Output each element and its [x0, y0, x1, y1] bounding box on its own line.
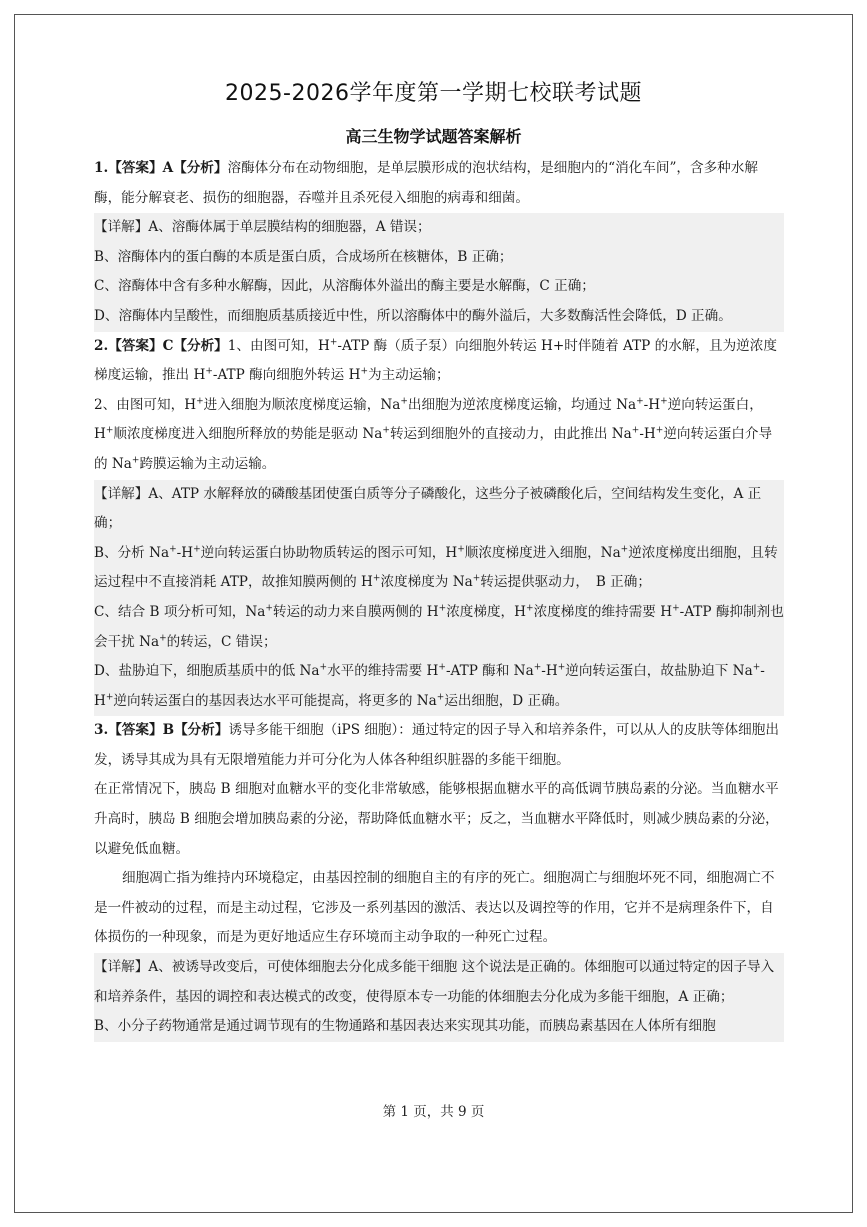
q1-detail-b: B、溶酶体内的蛋白酶的本质是蛋白质，合成场所在核糖体，B 正确； [94, 248, 513, 265]
q3-detail-a: 【详解】A、被诱导改变后，可使体细胞去分化成多能干细胞 这个说法是正确的。体细胞可以通过特定的因子导入和培养条件，基因的调控和表达模式的改变，使得原本专一功能的体细胞去分化成为多能干细胞，A 正确； [94, 959, 775, 1005]
q3-detail-b: B、小分子药物通常是通过调节现有的生物通路和基因表达来实现其功能，而胰岛素基因在人体所有细胞 [94, 1018, 716, 1035]
text-segment: C、结合 B 项分析可知，Na [94, 603, 266, 620]
charge-superscript: + [436, 692, 445, 703]
charge-superscript: + [360, 366, 368, 377]
text-segment: 顺浓度梯度进入细胞，Na [464, 544, 621, 561]
text-segment: 出细胞为逆浓度梯度运输，均通过 Na [407, 396, 637, 413]
charge-superscript: + [557, 662, 566, 673]
text-segment: 进入细胞为顺浓度梯度运输，Na [203, 396, 401, 413]
charge-superscript: + [196, 396, 204, 407]
text-segment: 浓度梯度为 Na [380, 574, 473, 591]
text-segment: 浓度梯度的维持需要 H [533, 603, 673, 620]
text-segment: -ATP 酶向细胞外转运 H [212, 367, 361, 384]
charge-superscript: + [105, 692, 114, 703]
text-segment: B、分析 Na [94, 544, 170, 561]
charge-superscript: + [636, 396, 644, 407]
charge-superscript: + [438, 662, 446, 673]
charge-superscript: + [329, 337, 338, 348]
q3-analysis-label: 【分析】 [174, 722, 229, 739]
charge-superscript: + [319, 662, 328, 673]
text-segment: 跨膜运输为主动运输。 [139, 455, 276, 472]
q3-analysis-3: 细胞凋亡指为维持内环境稳定，由基因控制的细胞自主的有序的死亡。细胞凋亡与细胞坏死不同，细胞凋亡不是一件被动的过程，而是主动过程，它涉及一系列基因的激活、表达以及调控等的作用，它并不是病理条件下，自体损伤的一种现象，而是为更好地适应生存环境而主动争取的一种死亡过程。 [94, 870, 775, 946]
q1-detail-a: 【详解】A、溶酶体属于单层膜结构的细胞器，A 错误； [94, 219, 431, 236]
charge-superscript: + [159, 632, 167, 643]
page-number: 第 1 页，共 9 页 [382, 1104, 485, 1120]
charge-superscript: + [400, 396, 408, 407]
q1-number: 1. [94, 160, 109, 176]
text-segment: 逆浓度梯度出细胞，且转运过程中不直接消耗 ATP，故推知膜两侧的 H [94, 544, 778, 591]
q3-analysis-text-1: 诱导多能干细胞（iPS 细胞）：通过特定的因子导入和培养条件，可以从人的皮肤等体细胞出发，诱导其成为具有无限增殖能力并可分化为人体各种组织脏器的多能干细胞。 [94, 722, 779, 768]
charge-superscript: + [265, 603, 273, 614]
q3-number: 3. [94, 722, 109, 739]
text-segment: 逆向转运蛋白的基因表达水平可能提高，将更多的 Na [113, 692, 437, 709]
q1-detail-block [94, 213, 784, 331]
charge-superscript: + [372, 573, 381, 584]
charge-superscript: + [752, 662, 761, 673]
text-segment: 逆向转运蛋白介导的 Na [94, 426, 773, 472]
q3-detail-block [94, 953, 784, 1042]
q1-detail-c: C、溶酶体中含有多种水解酶，因此，从溶酶体外溢出的酶主要是水解酶，C 正确； [94, 278, 595, 295]
charge-superscript: + [533, 662, 542, 673]
charge-superscript: + [620, 544, 629, 555]
text-segment: 逆向转运蛋白，H [94, 396, 763, 443]
charge-superscript: + [655, 425, 664, 436]
text-segment: 转运到细胞外的直接动力，由此推出 Na [389, 426, 632, 443]
charge-superscript: + [438, 603, 447, 614]
charge-superscript: + [457, 544, 465, 555]
q1-analysis-text: 溶酶体分布在动物细胞，是单层膜形成的泡状结构，是细胞内的“消化车间”，含多种水解酶，能分解衰老、损伤的细胞器，吞噬并且杀死侵入细胞的病毒和细菌。 [94, 160, 758, 206]
charge-superscript: + [193, 544, 201, 555]
text-segment: -H [176, 544, 194, 561]
charge-superscript: + [672, 603, 680, 614]
q3-answer: 【答案】B [108, 722, 175, 739]
text-segment: 逆向转运蛋白协助物质转运的图示可知，H [200, 544, 458, 561]
charge-superscript: + [472, 573, 481, 584]
text-segment: 1、由图可知，H [227, 337, 330, 354]
charge-superscript: + [169, 544, 177, 555]
answer-content [94, 154, 784, 1042]
q3-analysis-2: 在正常情况下，胰岛 B 细胞对血糖水平的变化非常敏感，能够根据血糖水平的高低调节胰岛素的分泌。当血糖水平升高时，胰岛 B 细胞会增加胰岛素的分泌，帮助降低血糖水平；反之，当血糖水平降低时，则减少胰岛素的分泌，以避免低血糖。 [94, 781, 779, 857]
charge-superscript: + [631, 425, 640, 436]
q1-detail-d: D、溶酶体内呈酸性，而细胞质基质接近中性，所以溶酶体中的酶外溢后，大多数酶活性会降低，D 正确。 [94, 307, 732, 324]
text-segment: 浓度梯度，H [446, 603, 527, 620]
answer-key-title: 高三生物学试题答案解析 [345, 127, 522, 146]
text-segment: -H [639, 426, 656, 443]
q2-detail-block [94, 480, 784, 717]
q1-analysis-label: 【分析】 [173, 160, 228, 176]
text-segment: 为主动运输； [367, 367, 450, 384]
text-segment: -ATP 酶（质子泵）向细胞外转运 H+时伴随着 ATP 的水解，且为逆浓度梯度运输，推出 H [94, 337, 777, 384]
q2-detail-d [94, 657, 784, 716]
text-segment: -H [643, 396, 661, 413]
text-segment: 转运提供驱动力， B 正确； [480, 574, 651, 591]
q1-analysis [94, 154, 784, 213]
text-segment: 逆向转运蛋白，故盐胁迫下 Na [565, 663, 753, 680]
text-segment: 水平的维持需要 H [327, 663, 439, 680]
q2-analysis-2 [94, 391, 784, 480]
text-segment: -H [541, 663, 558, 680]
charge-superscript: + [526, 603, 534, 614]
text-segment: 2、由图可知，H [94, 396, 197, 413]
text-segment: 转运的动力来自膜两侧的 H [272, 603, 439, 620]
text-segment: D、盐胁迫下，细胞质基质中的低 Na [94, 663, 320, 680]
q2-detail-c [94, 598, 784, 657]
q2-analysis-1 [94, 332, 784, 391]
charge-superscript: + [131, 455, 140, 466]
text-segment: 顺浓度梯度进入细胞所释放的势能是驱动 Na [113, 426, 383, 443]
q2-detail-b [94, 539, 784, 598]
charge-superscript: + [660, 396, 668, 407]
q3-analysis-1 [94, 716, 784, 775]
q2-analysis-label: 【分析】 [173, 337, 228, 354]
text-segment: -H [94, 663, 765, 709]
charge-superscript: + [205, 366, 213, 377]
q2-number: 2. [94, 337, 109, 354]
text-segment: -ATP 酶和 Na [445, 663, 534, 680]
text-segment: -ATP 酶抑制剂也会干扰 Na [94, 603, 784, 650]
q1-answer: 【答案】A [108, 160, 174, 176]
q2-answer: 【答案】C [108, 337, 174, 354]
q2-detail-a: 【详解】A、ATP 水解释放的磷酸基团使蛋白质等分子磷酸化，这些分子被磷酸化后，空间结构发生变化，A 正确； [94, 485, 762, 532]
exam-title: 2025-2026学年度第一学期七校联考试题 [225, 81, 642, 106]
charge-superscript: + [382, 425, 390, 436]
text-segment: 运出细胞，D 正确。 [444, 692, 569, 709]
text-segment: 的转运，C 错误； [166, 633, 277, 650]
charge-superscript: + [105, 425, 114, 436]
